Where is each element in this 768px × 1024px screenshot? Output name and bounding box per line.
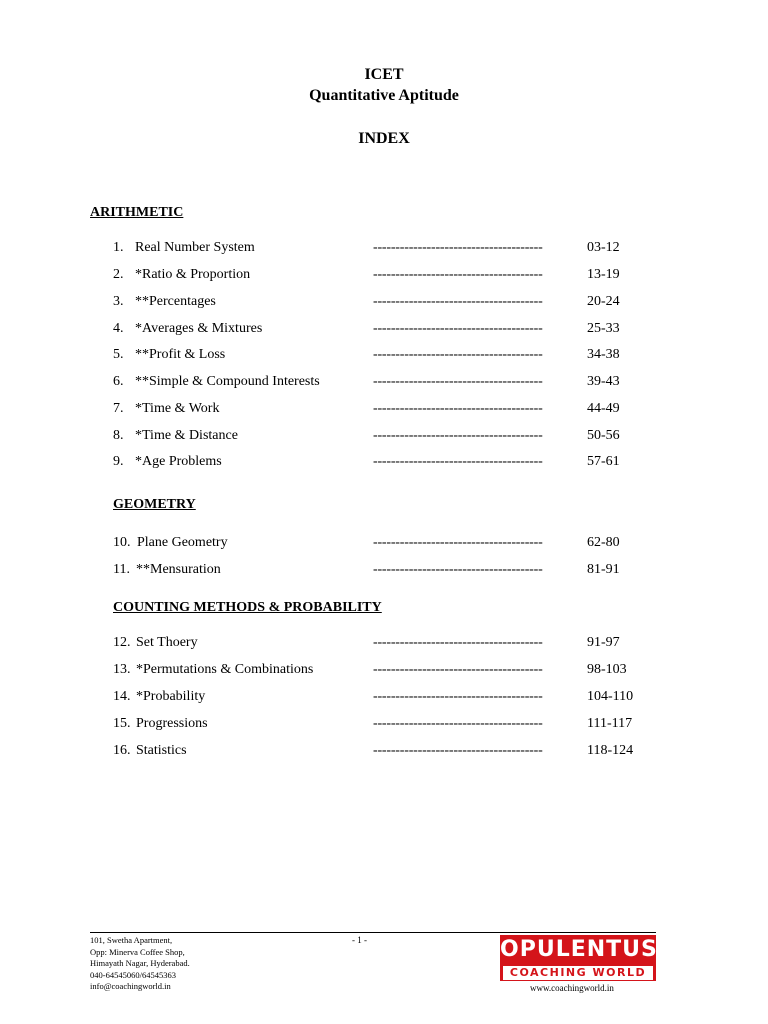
- brand-logo: [500, 935, 656, 981]
- footer-divider: [90, 932, 656, 933]
- toc-pages: 25-33: [587, 321, 620, 336]
- page-number: - 1 -: [352, 935, 367, 945]
- toc-row: [0, 743, 768, 763]
- toc-pages: 50-56: [587, 428, 620, 443]
- toc-row: [0, 535, 768, 555]
- toc-number: 3.: [113, 294, 124, 309]
- toc-pages: 57-61: [587, 454, 620, 469]
- toc-title: **Simple & Compound Interests: [135, 374, 320, 389]
- toc-pages: 81-91: [587, 562, 620, 577]
- toc-leader: --------------------------------------: [373, 562, 543, 577]
- toc-pages: 34-38: [587, 347, 620, 362]
- toc-leader: --------------------------------------: [373, 401, 543, 416]
- toc-leader: --------------------------------------: [373, 428, 543, 443]
- toc-row: [0, 689, 768, 709]
- toc-number: 11.: [113, 562, 130, 577]
- toc-number: 6.: [113, 374, 124, 389]
- toc-pages: 20-24: [587, 294, 620, 309]
- toc-title: *Age Problems: [135, 454, 222, 469]
- toc-number: 4.: [113, 321, 124, 336]
- section-heading-counting: COUNTING METHODS & PROBABILITY: [113, 600, 382, 615]
- toc-title: **Mensuration: [136, 562, 221, 577]
- toc-title: Statistics: [136, 743, 187, 758]
- toc-number: 7.: [113, 401, 124, 416]
- toc-pages: 111-117: [587, 716, 633, 731]
- toc-pages: 118-124: [587, 743, 634, 758]
- toc-leader: --------------------------------------: [373, 535, 543, 550]
- toc-leader: --------------------------------------: [373, 454, 543, 469]
- section-heading-geometry: GEOMETRY: [113, 497, 196, 512]
- address-email: info@coachingworld.in: [90, 981, 171, 991]
- address-line: Himayath Nagar, Hyderabad.: [90, 958, 190, 968]
- toc-title: *Time & Work: [135, 401, 220, 416]
- section-heading-arithmetic: ARITHMETIC: [90, 205, 184, 220]
- toc-pages: 03-12: [587, 240, 620, 255]
- toc-number: 2.: [113, 267, 124, 282]
- toc-row: [0, 401, 768, 421]
- toc-title: *Averages & Mixtures: [135, 321, 263, 336]
- address-line: 040-64545060/64545363: [90, 969, 176, 980]
- toc-title: *Time & Distance: [135, 428, 238, 443]
- toc-pages: 62-80: [587, 535, 620, 550]
- logo-wordmark: OPULENTUS: [500, 937, 658, 962]
- toc-pages: 98-103: [587, 662, 627, 677]
- toc-leader: --------------------------------------: [373, 240, 543, 255]
- toc-leader: --------------------------------------: [373, 374, 543, 389]
- logo-tagline: COACHING WORLD: [503, 965, 653, 980]
- toc-leader: --------------------------------------: [373, 689, 543, 704]
- toc-pages: 44-49: [587, 401, 620, 416]
- toc-title: **Percentages: [135, 294, 216, 309]
- toc-number: 5.: [113, 347, 124, 362]
- toc-leader: --------------------------------------: [373, 716, 543, 731]
- toc-row: [0, 347, 768, 367]
- toc-leader: --------------------------------------: [373, 347, 543, 362]
- toc-title: **Profit & Loss: [135, 347, 226, 362]
- toc-row: [0, 635, 768, 655]
- toc-row: [0, 374, 768, 394]
- toc-pages: 39-43: [587, 374, 620, 389]
- toc-number: 9.: [113, 454, 124, 469]
- toc-title: Progressions: [136, 716, 208, 731]
- toc-row: [0, 562, 768, 582]
- toc-title: Real Number System: [135, 240, 255, 255]
- toc-leader: --------------------------------------: [373, 321, 543, 336]
- index-heading: INDEX: [358, 130, 410, 147]
- toc-title: Set Thoery: [136, 635, 198, 650]
- toc-number: 12.: [113, 635, 131, 650]
- toc-leader: --------------------------------------: [373, 662, 543, 677]
- toc-leader: --------------------------------------: [373, 743, 543, 758]
- document-title: ICET: [364, 66, 404, 83]
- toc-row: [0, 240, 768, 260]
- toc-number: 1.: [113, 240, 124, 255]
- toc-title: *Ratio & Proportion: [135, 267, 251, 282]
- toc-row: [0, 294, 768, 314]
- toc-row: [0, 716, 768, 736]
- footer-address: [90, 935, 190, 993]
- toc-title: *Permutations & Combinations: [136, 662, 314, 677]
- toc-title: Plane Geometry: [137, 535, 228, 550]
- toc-number: 10.: [113, 535, 131, 550]
- toc-pages: 104-110: [587, 689, 634, 704]
- toc-number: 16.: [113, 743, 131, 758]
- toc-row: [0, 454, 768, 474]
- toc-number: 15.: [113, 716, 131, 731]
- document-subtitle: Quantitative Aptitude: [309, 87, 459, 104]
- toc-leader: --------------------------------------: [373, 635, 543, 650]
- toc-title: *Probability: [136, 689, 206, 704]
- toc-row: [0, 662, 768, 682]
- address-line: Opp: Minerva Coffee Shop,: [90, 946, 185, 957]
- toc-leader: --------------------------------------: [373, 267, 543, 282]
- toc-row: [0, 321, 768, 341]
- toc-row: [0, 267, 768, 287]
- website-text: www.coachingworld.in: [530, 983, 614, 993]
- toc-row: [0, 428, 768, 448]
- toc-number: 13.: [113, 662, 131, 677]
- toc-pages: 91-97: [587, 635, 620, 650]
- toc-number: 8.: [113, 428, 124, 443]
- address-line: 101, Swetha Apartment,: [90, 935, 173, 945]
- toc-number: 14.: [113, 689, 131, 704]
- toc-pages: 13-19: [587, 267, 620, 282]
- toc-leader: --------------------------------------: [373, 294, 543, 309]
